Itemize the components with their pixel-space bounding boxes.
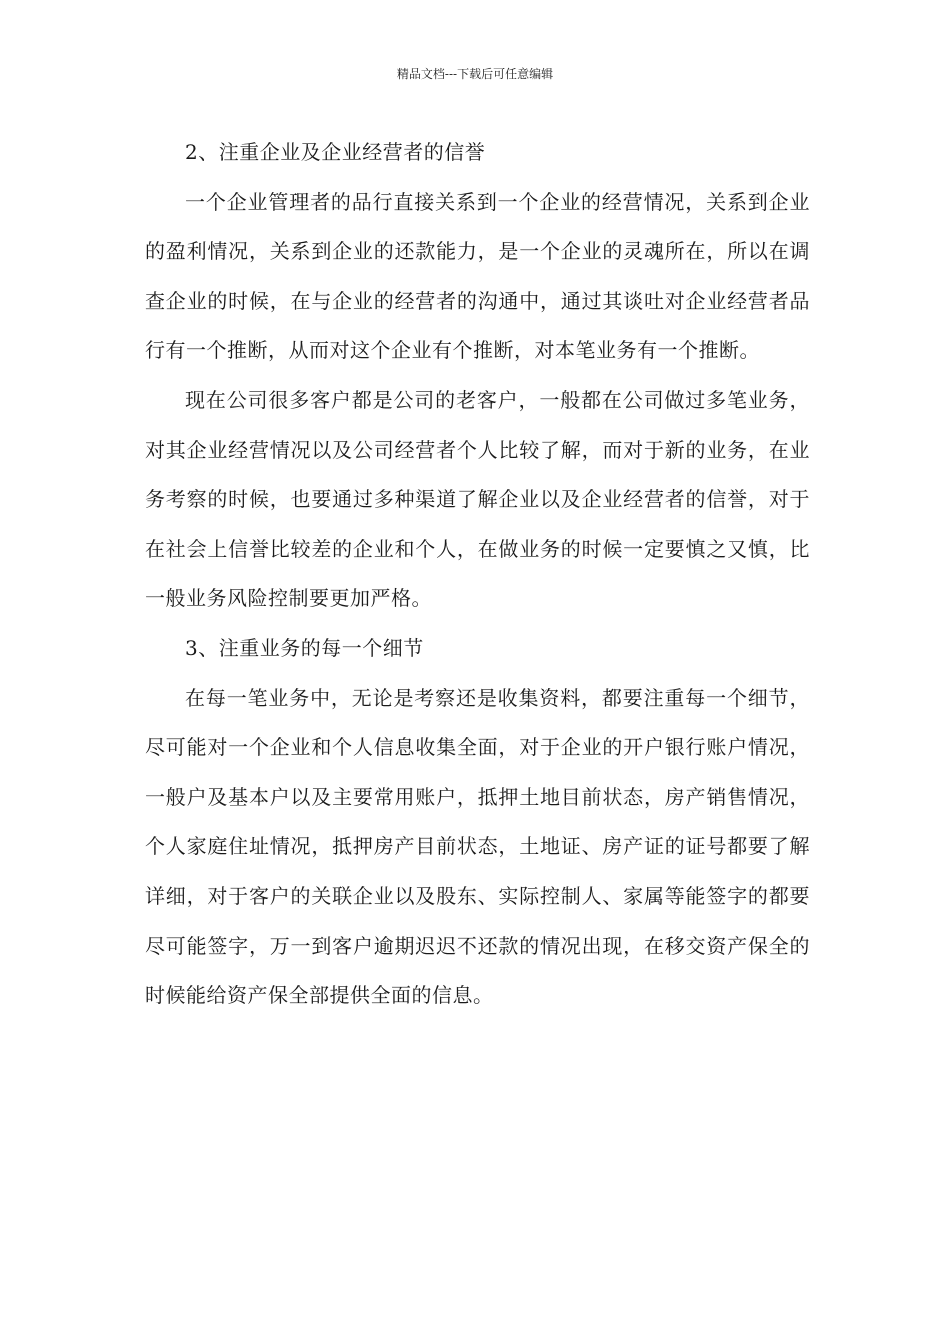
page-header: 精品文档---下载后可任意编辑 xyxy=(396,67,554,81)
document-body xyxy=(145,128,810,1021)
section-heading-2: 2、注重企业及企业经营者的信誉 xyxy=(185,140,486,164)
paragraph: 现在公司很多客户都是公司的老客户，一般都在公司做过多笔业务，对其企业经营情况以及公司经营者个人比较了解，而对于新的业务，在业务考察的时候，也要通过多种渠道了解企业以及企业经营者的信誉，对于在社会上信誉比较差的企业和个人，在做业务的时候一定要慎之又慎，比一般业务风险控制要更加严格。 xyxy=(145,387,810,611)
paragraph: 一个企业管理者的品行直接关系到一个企业的经营情况，关系到企业的盈利情况，关系到企业的还款能力，是一个企业的灵魂所在，所以在调查企业的时候，在与企业的经营者的沟通中，通过其谈吐对企业经营者品行有一个推断，从而对这个企业有个推断，对本笔业务有一个推断。 xyxy=(145,189,810,363)
paragraph: 在每一笔业务中，无论是考察还是收集资料，都要注重每一个细节，尽可能对一个企业和个人信息收集全面，对于企业的开户银行账户情况，一般户及基本户以及主要常用账户，抵押土地目前状态，房产销售情况，个人家庭住址情况，抵押房产目前状态，土地证、房产证的证号都要了解详细，对于客户的关联企业以及股东、实际控制人、家属等能签字的都要尽可能签字，万一到客户逾期迟迟不还款的情况出现，在移交资产保全的时候能给资产保全部提供全面的信息。 xyxy=(145,685,810,1008)
section-heading-3: 3、注重业务的每一个细节 xyxy=(185,635,424,660)
